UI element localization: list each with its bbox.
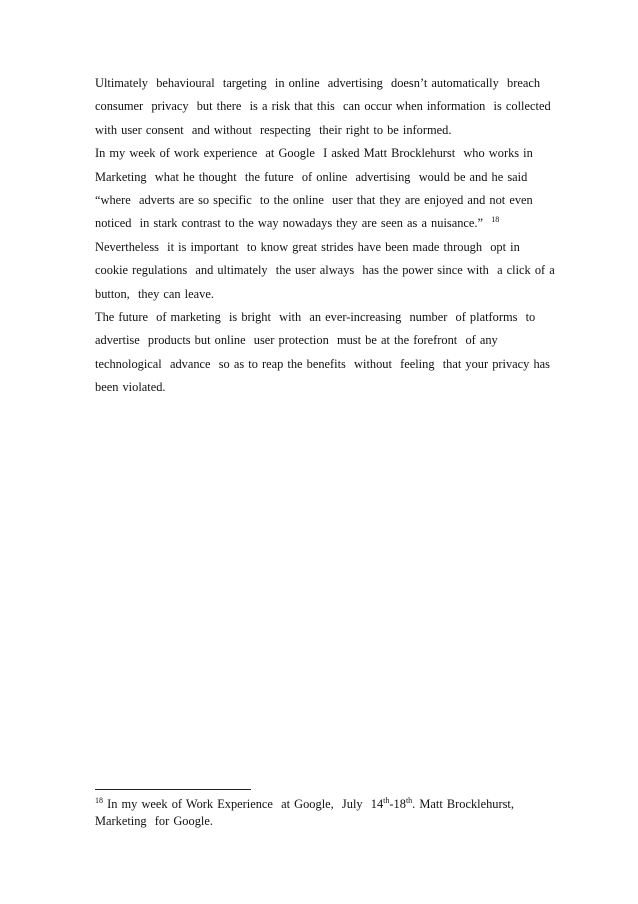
text-line: The future of marketing is bright with an ever-increasing number of platforms to [95,309,536,324]
text-line: with user consent and without respecting their right to be informed. [95,122,452,137]
text-line: advertise products but online user protection must be at the forefront of any [95,333,498,348]
body-text [95,72,555,399]
text-line-with-ref [95,212,555,235]
text-line: In my week of work experience at Google I asked Matt Brocklehurst who works in [95,146,533,161]
text-line-content: noticed in stark contrast to the way nowadays they are seen as a nuisance.” [95,216,483,231]
text-line: button, they can leave. [95,286,214,301]
footnote-line [95,796,555,813]
text-line: cookie regulations and ultimately the user always has the power since with a click of a [95,263,555,278]
text-line: “where adverts are so specific to the online user that they are enjoyed and not even [95,192,533,207]
footnote-date-range: -18 [389,797,406,811]
text-line: technological advance so as to reap the benefits without feeling that your privacy has [95,356,550,371]
text-line: Ultimately behavioural targeting in online advertising doesn’t automatically breach [95,76,541,90]
footnote-ordinal: th [383,795,390,805]
footnote [95,796,555,830]
footnote-text-end: . Matt Brocklehurst, [412,797,514,811]
footnote-text: In my week of Work Experience at Google, July 14 [103,797,384,811]
text-line: consumer privacy but there is a risk that this can occur when information is collected [95,99,551,114]
footnote-line: Marketing for Google. [95,814,213,828]
footnote-separator [95,789,251,790]
text-line: been violated. [95,380,166,395]
text-line: Marketing what he thought the future of online advertising would be and he said [95,169,528,184]
footnote-reference: 18 [491,215,500,225]
footnote-ordinal: th [405,795,413,805]
footnote-number: 18 [95,795,103,805]
text-line: Nevertheless it is important to know great strides have been made through opt in [95,239,520,254]
